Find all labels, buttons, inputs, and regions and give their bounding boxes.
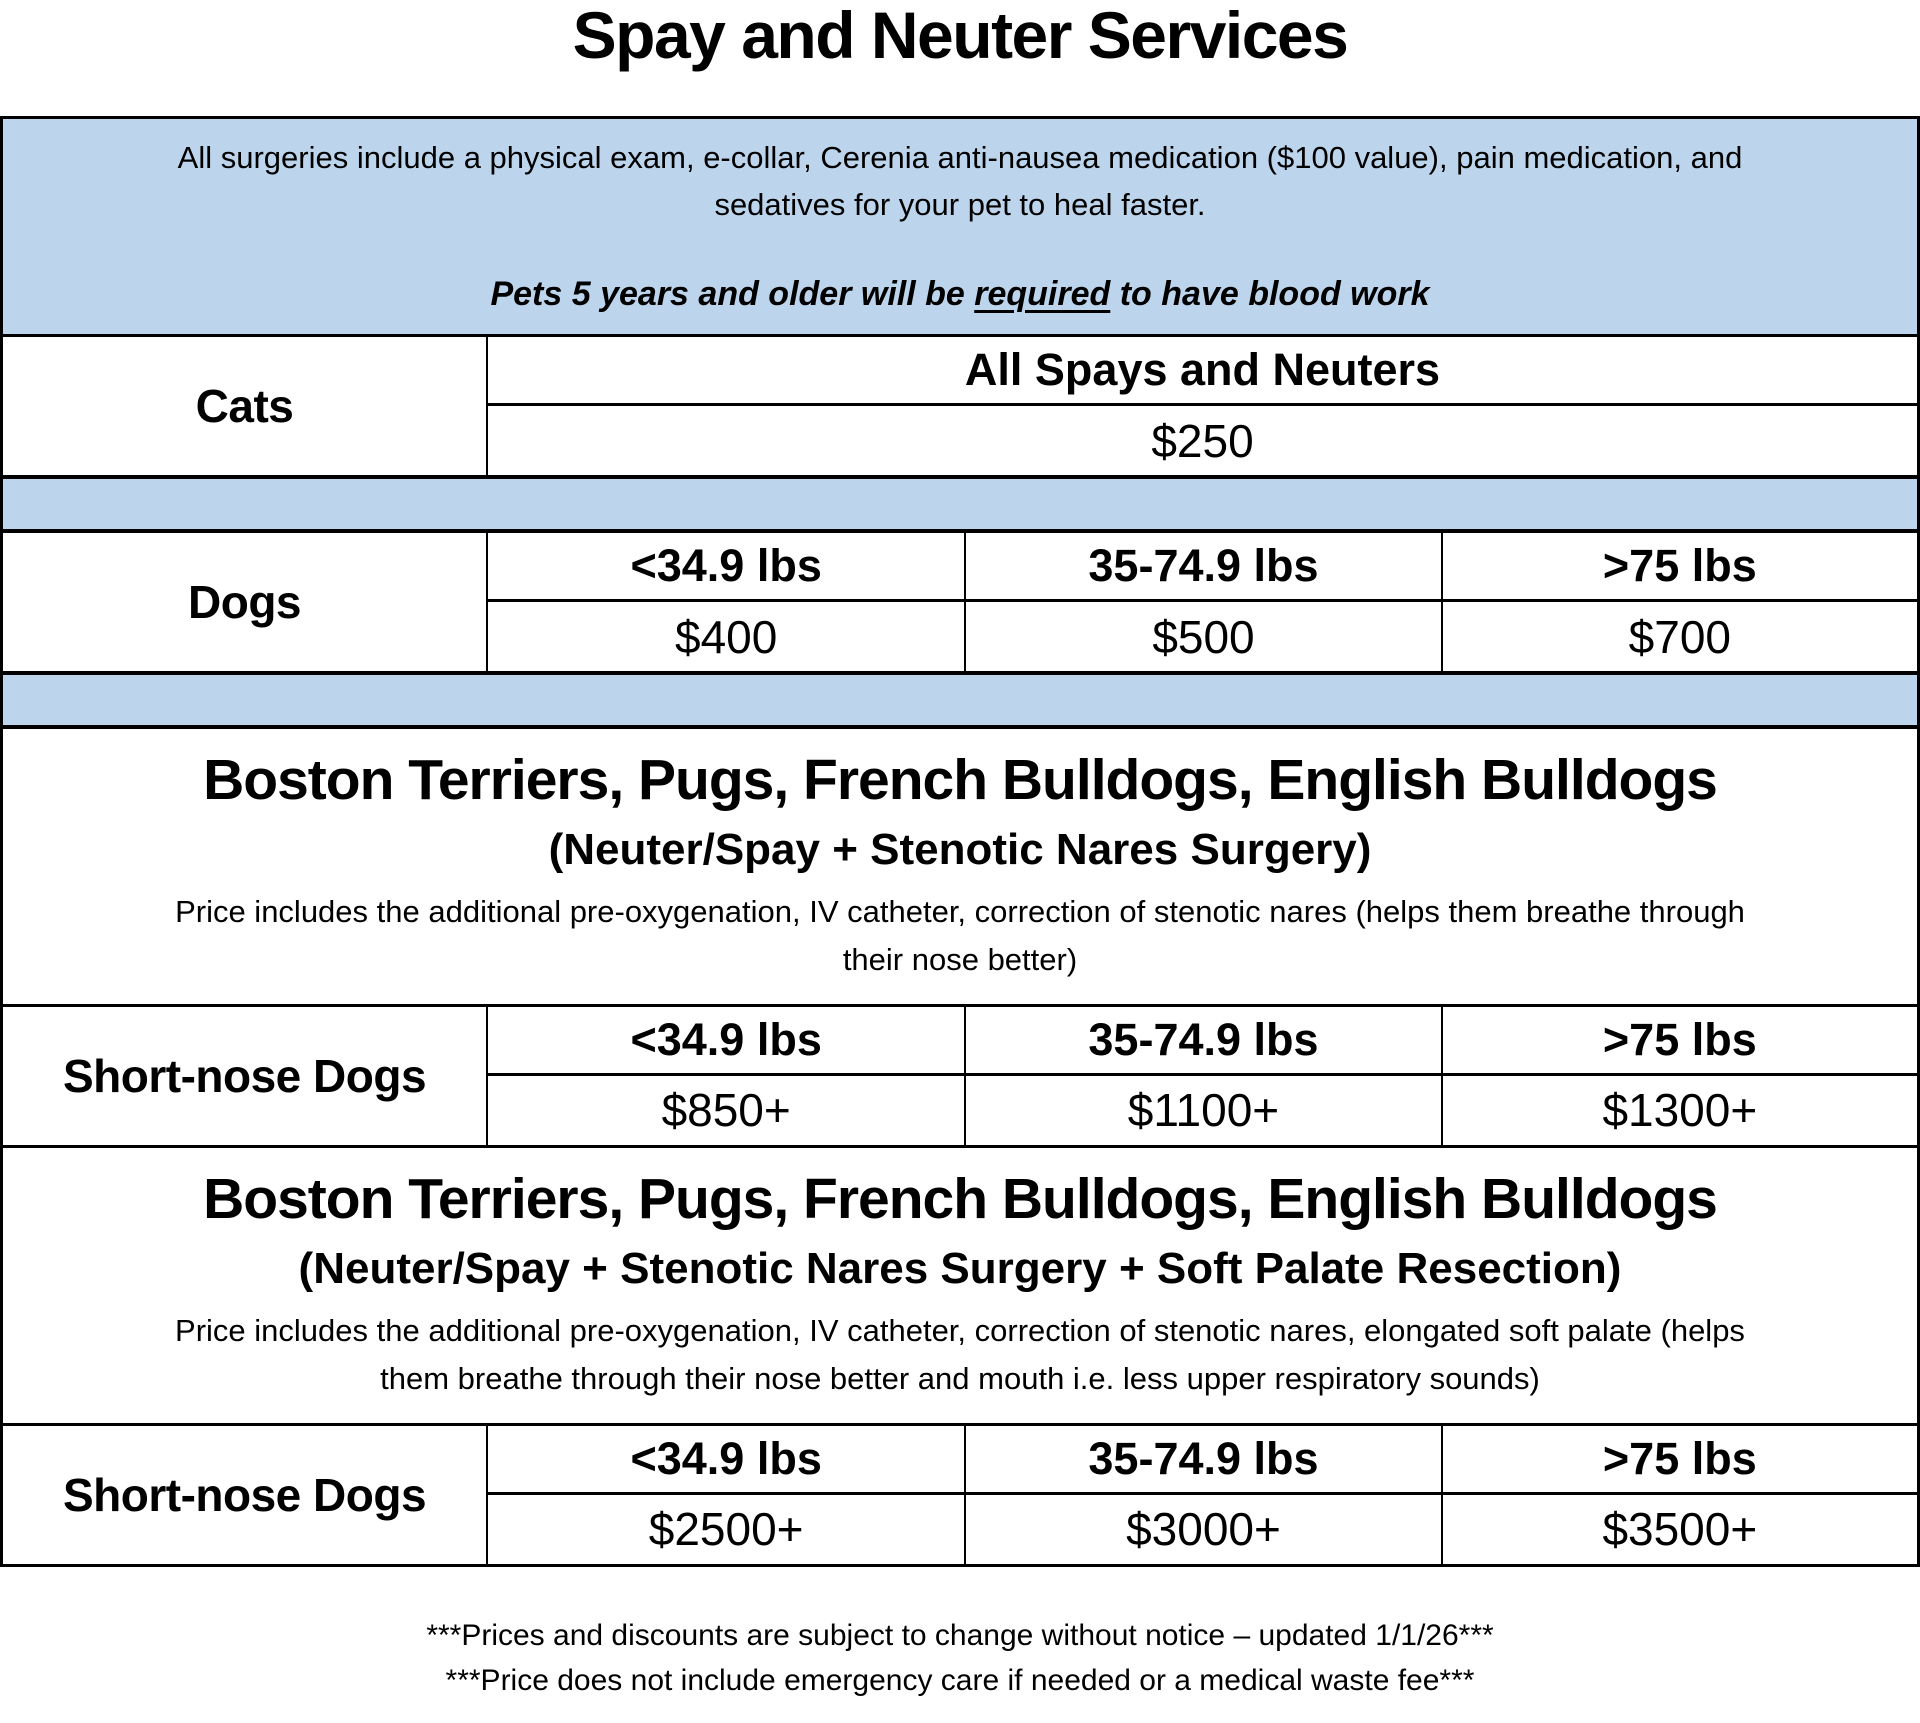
spacer-row (3, 475, 1917, 533)
shortnose-price-medium: $1100+ (964, 1076, 1440, 1145)
cats-price-cell: $250 (1151, 414, 1254, 467)
footer-price-change-note: ***Prices and discounts are subject to change without notice – updated 1/1/26*** (426, 1618, 1494, 1652)
shortnose-price-small: $850+ (661, 1084, 791, 1137)
dogs-weight-header-large: >75 lbs (1441, 533, 1917, 602)
price-table (0, 116, 1920, 1567)
dogs-weight-header-medium: 35-74.9 lbs (964, 533, 1440, 602)
shortnose-weight-header-large: >75 lbs (1441, 1007, 1917, 1076)
shortnose-weight-header-medium: 35-74.9 lbs (964, 1426, 1440, 1495)
procedure-subheading: (Neuter/Spay + Stenotic Nares Surgery) (548, 825, 1372, 875)
intro-text: All surgeries include a physical exam, e-collar, Cerenia anti-nausea medication ($100 value), pain medication, and sedatives for your pet to heal faster. (177, 140, 1743, 222)
breed-heading: Boston Terriers, Pugs, French Bulldogs, English Bulldogs (203, 1166, 1717, 1231)
shortnose-price-small: $2500+ (648, 1503, 804, 1556)
cats-row-label: Cats (3, 337, 488, 475)
note-prefix: Pets 5 years and older will be (490, 275, 975, 313)
shortnose-price-medium: $3000+ (964, 1495, 1440, 1564)
procedure-description: Price includes the additional pre-oxygenation, IV catheter, correction of stenotic nares (helps them breathe through their nose better) (175, 893, 1745, 977)
stenotic-nares-section-header (3, 729, 1917, 1004)
intro-panel (3, 119, 1917, 334)
cats-section (3, 334, 1917, 475)
dogs-price-medium: $500 (964, 602, 1440, 671)
page-title: Spay and Neuter Services (572, 0, 1348, 72)
shortnose-price-large: $3500+ (1441, 1495, 1917, 1564)
shortnose-weight-header-small: <34.9 lbs (488, 1007, 964, 1076)
breed-heading: Boston Terriers, Pugs, French Bulldogs, English Bulldogs (203, 748, 1717, 813)
spacer-row (3, 671, 1917, 729)
footer-notes (0, 1613, 1920, 1703)
note-suffix: to have blood work (1110, 275, 1430, 313)
shortnose-weight-header-large: >75 lbs (1441, 1426, 1917, 1495)
soft-palate-section-header (3, 1145, 1917, 1423)
note-required-underlined: required (974, 275, 1111, 313)
dogs-price-small: $400 (674, 610, 778, 663)
procedure-subheading: (Neuter/Spay + Stenotic Nares Surgery + Soft Palate Resection) (298, 1244, 1622, 1294)
dogs-section (3, 533, 1917, 671)
shortnose-row-label: Short-nose Dogs (3, 1007, 488, 1145)
shortnose-weight-header-medium: 35-74.9 lbs (964, 1007, 1440, 1076)
blood-work-note (173, 272, 1747, 316)
cats-column-header: All Spays and Neuters (488, 337, 1917, 406)
dogs-price-large: $700 (1441, 602, 1917, 671)
dogs-weight-header-small: <34.9 lbs (488, 533, 964, 602)
dogs-row-label: Dogs (3, 533, 488, 671)
shortnose-row-label: Short-nose Dogs (3, 1426, 488, 1564)
shortnose-weight-header-small: <34.9 lbs (488, 1426, 964, 1495)
shortnose-stenotic-price-row (3, 1004, 1917, 1145)
shortnose-palate-price-row (3, 1423, 1917, 1564)
procedure-description: Price includes the additional pre-oxygenation, IV catheter, correction of stenotic nares, elongated soft palate (helps them breathe through their nose better and mouth i.e. less upper respiratory sounds) (175, 1312, 1745, 1396)
footer-emergency-care-note: ***Price does not include emergency care if needed or a medical waste fee*** (445, 1663, 1475, 1697)
shortnose-price-large: $1300+ (1441, 1076, 1917, 1145)
